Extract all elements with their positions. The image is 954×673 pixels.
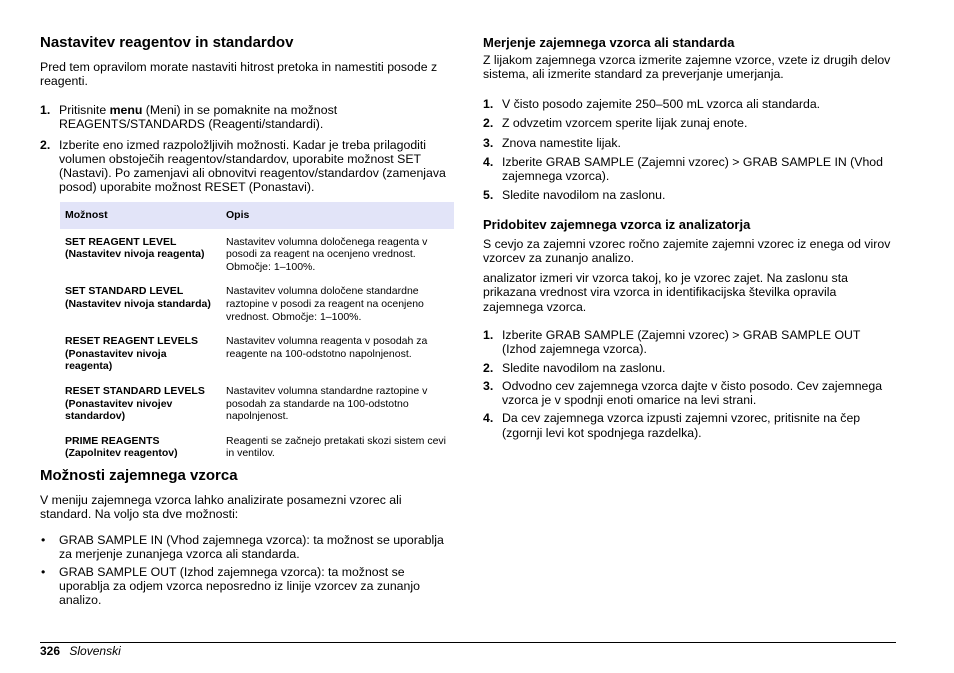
description-cell: Nastavitev volumna določenega reagenta v posodi za reagent na ocenjeno vrednost. Območje: 1–100%. xyxy=(226,235,428,273)
section-heading-measure-grab: Merjenje zajemnega vzorca ali standarda xyxy=(483,35,735,50)
bullet-icon: • xyxy=(41,533,46,547)
column-header-option: Možnost xyxy=(60,202,221,229)
measure-grab-steps xyxy=(483,97,893,203)
step-number: 2. xyxy=(40,137,51,152)
list-item: 2. Sledite navodilom na zaslonu. xyxy=(483,360,666,375)
list-item: • GRAB SAMPLE IN (Vhod zajemnega vzorca): ta možnost se uporablja za merjenje zunanjega vzorca ali standarda. xyxy=(41,533,444,562)
list-item: 1. V čisto posodo zajemite 250–500 mL vzorca ali standarda. xyxy=(483,97,821,111)
option-cell: SET REAGENT LEVEL (Nastavitev nivoja reagenta) xyxy=(65,235,205,261)
grab-from-analyzer-steps xyxy=(483,328,893,440)
section-heading-grab-sample: Možnosti zajemnega vzorca xyxy=(40,467,238,484)
footer-language: Slovenski xyxy=(69,644,121,658)
list-item: 1. Izberite GRAB SAMPLE (Zajemni vzorec) > GRAB SAMPLE OUT (Izhod zajemnega vzorca). xyxy=(483,328,861,357)
option-cell: PRIME REAGENTS (Zapolnitev reagentov) xyxy=(65,434,178,460)
step-number: 5. xyxy=(483,188,494,203)
list-item: 4. Da cev zajemnega vzorca izpusti zajemni vzorec, pritisnite na čep (zgornji levi kot spodnjega razdelka). xyxy=(483,411,861,440)
step-number: 1. xyxy=(483,97,494,111)
bullet-icon: • xyxy=(41,564,46,579)
table-row xyxy=(60,278,454,328)
table-header-row xyxy=(60,202,454,229)
step-number: 2. xyxy=(483,116,494,131)
step-number: 3. xyxy=(483,135,494,150)
table-row xyxy=(60,428,454,465)
step-number: 3. xyxy=(483,378,494,393)
column-header-description: Opis xyxy=(221,202,454,229)
description-cell: Nastavitev volumna standardne raztopine v posodah za standarde na 100-odstotno napolnjenost. xyxy=(226,384,428,423)
description-cell: Nastavitev volumna reagenta v posodah za reagente na 100-odstotno napolnjenost. xyxy=(226,335,428,360)
grab-sample-intro: V meniju zajemnega vzorca lahko analizirate posamezni vzorec ali standard. Na voljo sta dve možnosti: xyxy=(40,493,402,522)
grab-from-analyzer-intro: S cevjo za zajemni vzorec ročno zajemite zajemni vzorec iz enega od virov vzorcev za zunanjo analizo. xyxy=(483,237,891,266)
list-item: 3. Znova namestite lijak. xyxy=(483,135,621,150)
table-row xyxy=(60,229,454,279)
list-item: 3. Odvodno cev zajemnega vzorca dajte v čisto posodo. Cev zajemnega vzorca je v spodnji enoti omarice na levi strani. xyxy=(483,378,883,408)
reagents-intro: Pred tem opravilom morate nastaviti hitrost pretoka in namestiti posode z reagenti. xyxy=(40,60,438,89)
section-heading-reagents: Nastavitev reagentov in standardov xyxy=(40,34,294,51)
measure-grab-intro: Z lijakom zajemnega vzorca izmerite zajemne vzorce, vzete iz drugih delov sistema, ali izmerite standard za preverjanje umerjanja. xyxy=(483,53,891,82)
table-row xyxy=(60,328,454,378)
list-item: • GRAB SAMPLE OUT (Izhod zajemnega vzorca): ta možnost se uporablja za odjem vzorca neposredno iz linije vzorcev za zunanjo analizo. xyxy=(41,564,420,608)
grab-sample-options-list xyxy=(40,533,450,607)
reagents-steps xyxy=(40,103,450,195)
menu-key-label: menu xyxy=(109,103,143,117)
list-item: 2. Z odvzetim vzorcem sperite lijak zunaj enote. xyxy=(483,116,748,131)
step-number: 2. xyxy=(483,360,494,375)
section-heading-grab-from-analyzer: Pridobitev zajemnega vzorca iz analizatorja xyxy=(483,217,751,232)
list-item: 5. Sledite navodilom na zaslonu. xyxy=(483,188,666,203)
list-item: 4. Izberite GRAB SAMPLE (Zajemni vzorec) > GRAB SAMPLE IN (Vhod zajemnega vzorca). xyxy=(483,154,883,184)
description-cell: Nastavitev volumna določene standardne raztopine v posodi za reagent na ocenjeno vrednost. Območje: 1–100%. xyxy=(226,285,424,323)
step-number: 1. xyxy=(483,328,494,342)
list-item: 1. Pritisnite menu (Meni) in se pomaknite na možnost REAGENTS/STANDARDS (Reagenti/standardi). xyxy=(40,103,338,132)
list-item: 2. Izberite eno izmed razpoložljivih možnosti. Kadar je treba prilagoditi volumen obstoječih reagentov/standardov, uporabite možnost SET (Nastavi). Po zamenjavi ali obnovitvi reagentov/standardov (zamenjava posod) uporabite možnost RESET (Ponastavi). xyxy=(40,137,446,195)
option-cell: RESET STANDARD LEVELS (Ponastavitev nivojev standardov) xyxy=(65,384,205,423)
step-number: 4. xyxy=(483,411,494,426)
description-cell: Reagenti se začnejo pretakati skozi sistem cevi in ventilov. xyxy=(226,434,447,460)
step-number: 1. xyxy=(40,103,51,117)
page-footer xyxy=(40,644,121,658)
table-row xyxy=(60,378,454,428)
step-number: 4. xyxy=(483,154,494,169)
grab-from-analyzer-note: analizator izmeri vir vzorca takoj, ko je vzorec zajet. Na zaslonu sta prikazana vrednost vira vzorca in identifikacijska številka opravila zajemnega vzorca. xyxy=(483,271,848,314)
option-cell: RESET REAGENT LEVELS (Ponastavitev nivoja reagenta) xyxy=(65,335,199,373)
page-number: 326 xyxy=(40,644,61,658)
footer-divider xyxy=(40,642,896,643)
option-cell: SET STANDARD LEVEL (Nastavitev nivoja standarda) xyxy=(65,285,211,310)
options-table xyxy=(60,202,454,465)
